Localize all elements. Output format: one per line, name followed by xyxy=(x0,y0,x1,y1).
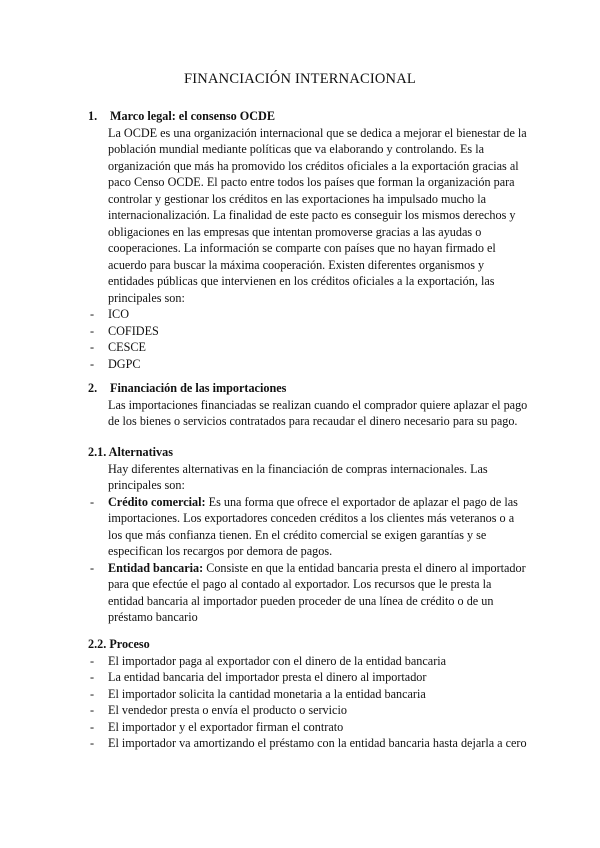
section-heading: 2.2. Proceso xyxy=(88,637,150,651)
list-item: - El vendedor presta o envía el producto o servicio xyxy=(90,703,347,717)
list-item: - El importador paga al exportador con el dinero de la entidad bancaria xyxy=(90,653,447,668)
paragraph: Las importaciones financiadas se realizan cuando el comprador quiere aplazar el pago de los bienes o servicios contratados para recaudar el dinero necesario para su pago. xyxy=(108,397,528,428)
list-item: - El importador y el exportador firman el contrato xyxy=(90,719,344,734)
paragraph: Hay diferentes alternativas en la financiación de compras internacionales. Las principales son: xyxy=(108,461,488,492)
term: Entidad bancaria: xyxy=(108,560,204,575)
list-item: - CESCE xyxy=(90,340,146,354)
list-item: - Crédito comercial: Es una forma que ofrece el exportador de aplazar el pago de las importaciones. Los exportadores conceden créditos a los clientes más veteranos o a los que más confianza tienen. En el crédito comercial se exigen garantías y se especifican los recargos por demora de pagos. xyxy=(90,494,518,558)
section-marco-legal xyxy=(88,108,528,372)
section-alternativas xyxy=(88,444,528,626)
list-item: - Entidad bancaria: Consiste en que la entidad bancaria presta el dinero al importador para que efectúe el pago al contado al exportador. Los recursos que le presta la entidad bancaria al importador pueden proceder de una línea de crédito o de un préstamo bancario xyxy=(90,560,526,624)
section-heading: 1. Marco legal: el consenso OCDE xyxy=(88,109,275,123)
section-heading: 2.1. Alternativas xyxy=(88,445,173,459)
paragraph: La OCDE es una organización internacional que se dedica a mejorar el bienestar de la población mundial mediante políticas que va elaborando y controlando. Es la organización que más ha promovido los créditos oficiales a la exportación gracias al paco Censo OCDE. El pacto entre todos los países que forman la organización para controlar y gestionar los créditos en las exportaciones ha impulsado mucho la internacionalización. La finalidad de este pacto es conseguir los mismos derechos y obligaciones en las empresas que intentan promoverse gracias a las ayudas o cooperaciones. La información se comparte con países que no hayan firmado el acuerdo para buscar la máxima cooperación. Existen diferentes organismos y entidades públicas que intervienen en los créditos oficiales a la exportación, las principales son: xyxy=(108,125,527,305)
term: Crédito comercial: xyxy=(108,494,206,509)
list-item: - ICO xyxy=(90,307,129,321)
list-item: - La entidad bancaria del importador presta el dinero al importador xyxy=(90,670,427,684)
list-item: - COFIDES xyxy=(90,323,159,338)
list-item: - El importador va amortizando el préstamo con la entidad bancaria hasta dejarla a cero xyxy=(90,736,527,750)
section-proceso xyxy=(88,636,528,752)
list-item: - DGPC xyxy=(90,356,141,371)
document-title: FINANCIACIÓN INTERNACIONAL xyxy=(184,71,416,87)
section-heading: 2. Financiación de las importaciones xyxy=(88,381,287,395)
section-importaciones xyxy=(88,380,528,430)
list-item: - El importador solicita la cantidad monetaria a la entidad bancaria xyxy=(90,686,426,701)
